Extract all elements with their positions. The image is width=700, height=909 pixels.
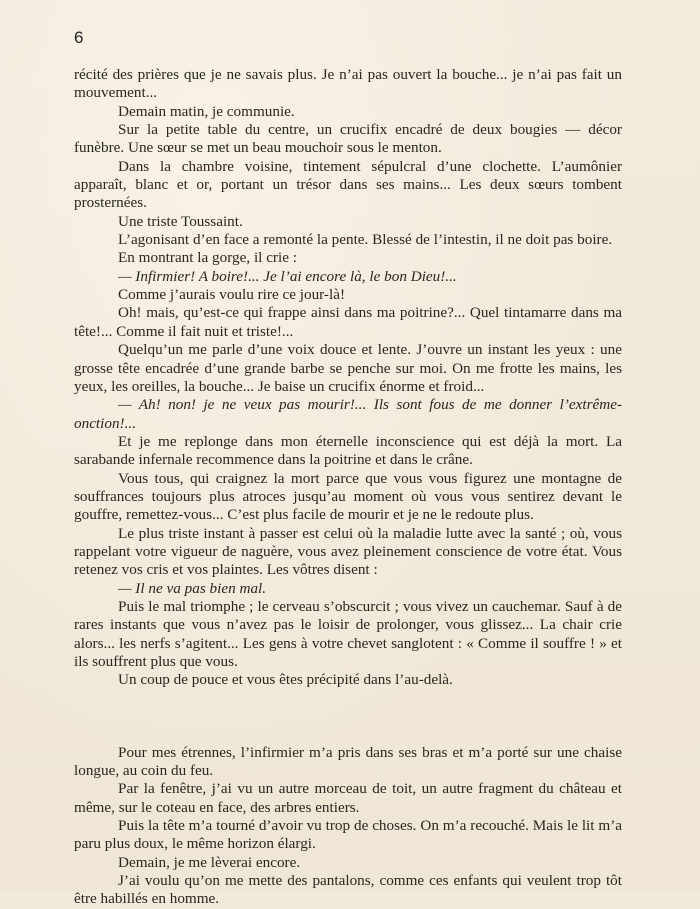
paragraph: — Il ne va pas bien mal. <box>118 579 267 597</box>
paragraph: Par la fenêtre, j’ai vu un autre morceau de toit, un autre fragment du château et même, sur le coteau en face, des arbres entiers. <box>74 780 622 816</box>
paragraph: Une triste Toussaint. <box>118 212 243 230</box>
paragraph: Comme j’aurais voulu rire ce jour-là! <box>118 286 346 304</box>
page-number: 6 <box>74 28 84 47</box>
paragraph: Sur la petite table du centre, un crucifix encadré de deux bougies — décor funèbre. Une sœur se met un beau mouchoir sous le menton. <box>74 121 622 157</box>
paragraph: Le plus triste instant à passer est celui où la maladie lutte avec la santé ; où, vous rappelant votre vigueur de naguère, vous avez pleinement conscience de votre état. Vous retenez vos cris et vos plaintes. Les vôtres disent : <box>74 524 622 579</box>
paragraph: Demain matin, je communie. <box>118 102 295 120</box>
paragraph: L’agonisant d’en face a remonté la pente. Blessé de l’intestin, il ne doit pas boire. <box>118 231 613 249</box>
paragraph: Puis le mal triomphe ; le cerveau s’obscurcit ; vous vivez un cauchemar. Sauf à de rares instants que vous n’avez pas le loisir de prolonger, vous glissez... La chair crie alors... les nerfs s’agitent... Les gens à votre chevet sanglotent : « Comme il souffre ! » et ils souffrent plus que vous. <box>74 597 622 670</box>
paragraph: Et je me replonge dans mon éternelle inconscience qui est déjà la mort. La sarabande infernale recommence dans la poitrine et dans le crâne. <box>74 432 622 469</box>
body-text <box>74 66 622 909</box>
paragraph: Puis la tête m’a tourné d’avoir vu trop de choses. On m’a recouché. Mais le lit m’a paru plus doux, le même horizon élargi. <box>74 817 622 853</box>
paragraph: Oh! mais, qu’est-ce qui frappe ainsi dans ma poitrine?... Quel tintamarre dans ma tête!... Comme il fait nuit et triste!... <box>74 304 622 340</box>
paragraph: Dans la chambre voisine, tintement sépulcral d’une clochette. L’aumônier apparaît, blanc et or, portant un trésor dans ses mains... Les deux sœurs tombent prosternées. <box>74 157 622 212</box>
paragraph: récité des prières que je ne savais plus. Je n’ai pas ouvert la bouche... je n’ai pas fait un mouvement... <box>74 66 622 102</box>
paragraph: — Ah! non! je ne veux pas mourir!... Ils sont fous de me donner l’extrême-onction!... <box>74 396 622 432</box>
paragraph: Demain, je me lèverai encore. <box>118 853 301 871</box>
paragraph: En montrant la gorge, il crie : <box>118 249 297 267</box>
paragraph: Un coup de pouce et vous êtes précipité dans l’au-delà. <box>118 671 453 689</box>
paragraph: Quelqu’un me parle d’une voix douce et lente. J’ouvre un instant les yeux : une grosse tête encadrée d’une grande barbe se penche sur moi. On me frotte les mains, les yeux, les oreilles, la bouche... Je baise un crucifix énorme et froid... <box>74 341 622 395</box>
paragraph: Pour mes étrennes, l’infirmier m’a pris dans ses bras et m’a porté sur une chaise longue, au coin du feu. <box>74 743 622 780</box>
paragraph: — Infirmier! A boire!... Je l’ai encore là, le bon Dieu!... <box>118 267 457 285</box>
paragraph: Vous tous, qui craignez la mort parce que vous vous figurez une montagne de souffrances toujours plus atroces jusqu’au moment où vous vous sentirez devant le gouffre, remettez-vous... C’est plus facile de mourir et je ne le redoute plus. <box>74 469 622 524</box>
paragraph: J’ai voulu qu’on me mette des pantalons, comme ces enfants qui veulent trop tôt être habillés en homme. <box>74 872 622 908</box>
